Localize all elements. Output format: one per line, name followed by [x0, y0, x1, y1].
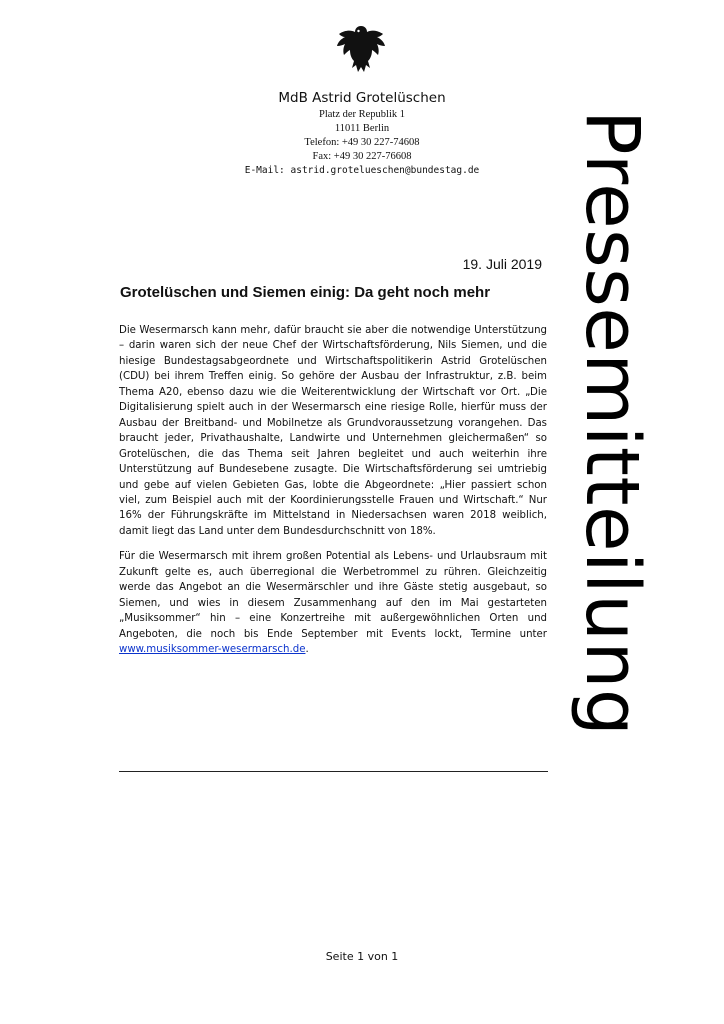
paragraph-2-end: .	[305, 644, 309, 656]
paragraph-2-text: Für die Wesermarsch mit ihrem großen Potential als Lebens- und Urlaubsraum mit Zukunft gelte es, auch überregional die Werbetrommel zu rühren. Gleichzeitig werde das Angebot an die Wesermärschler und ihre Gäste stetig ausgebaut, so Siemen, und wies in diesem Zusammenhang auf den im Mai gestarteten „Musiksommer“ hin – eine Konzertreihe mit außergewöhnlichen Orten und Angeboten, die noch bis Ende September mit Events lockt, Termine unter	[119, 551, 547, 640]
letterhead	[200, 90, 524, 178]
sender-name: MdB Astrid Grotelüschen	[278, 90, 446, 106]
sender-fax: Fax: +49 30 227-76608	[312, 151, 412, 162]
press-release-side-title: Pressemitteilung	[569, 110, 655, 737]
page-number: Seite 1 von 1	[325, 950, 399, 963]
headline: Grotelüschen und Siemen einig: Da geht noch mehr	[120, 284, 491, 301]
sender-email-row	[200, 164, 524, 178]
email-address: astrid.grotelueschen@bundestag.de	[290, 165, 480, 176]
sender-phone: Telefon: +49 30 227-74608	[304, 137, 420, 148]
sender-street: Platz der Republik 1	[318, 109, 406, 120]
divider-line	[119, 771, 548, 772]
article-body	[119, 323, 547, 668]
musiksommer-link[interactable]: www.musiksommer-wesermarsch.de	[119, 644, 306, 656]
paragraph-2	[119, 549, 547, 657]
paragraph-1: Die Wesermarsch kann mehr, dafür braucht sie aber die notwendige Unterstützung – darin waren sich der neue Chef der Wirtschaftsförderung, Nils Siemen, und die hiesige Bundestagsabgeordnete und Wirtschaftspolitikerin Astrid Grotelüschen (CDU) bei ihrem Treffen einig. So gehöre der Ausbau der Infrastruktur, z.B. beim Thema A20, ebenso dazu wie die Weiterentwicklung der Wirtschaft vor Ort. „Die Digitalisierung spielt auch in der Wesermarsch eine riesige Rolle, hierfür muss der Ausbau der Breitband- und Mobilnetze als Grundvoraussetzung vorangehen. Das braucht jeder, Privathaushalte, Landwirte und Unternehmen gleichermaßen“ so Grotelüschen, die das Thema seit Jahren begleitet und auch weiterhin ihre Unterstützung auf Bundesebene zusagte. Die Wirtschaftsförderung sei umtriebig und gebe auf vielen Gebieten Gas, lobte die Abgeordnete: „Hier passiert schon viel, zum Beispiel auch mit der Koordinierungsstelle Frauen und Wirtschaft.“ Nur 16% der Führungskräfte im Mittelstand in Niedersachsen waren 2018 weiblich, damit liegt das Land unter dem Bundesdurchschnitt von 18%.	[119, 325, 547, 537]
sender-city: 11011 Berlin	[334, 123, 390, 134]
email-label: E-Mail:	[244, 165, 285, 176]
federal-eagle-icon	[335, 24, 387, 74]
release-date: 19. Juli 2019	[462, 256, 542, 272]
